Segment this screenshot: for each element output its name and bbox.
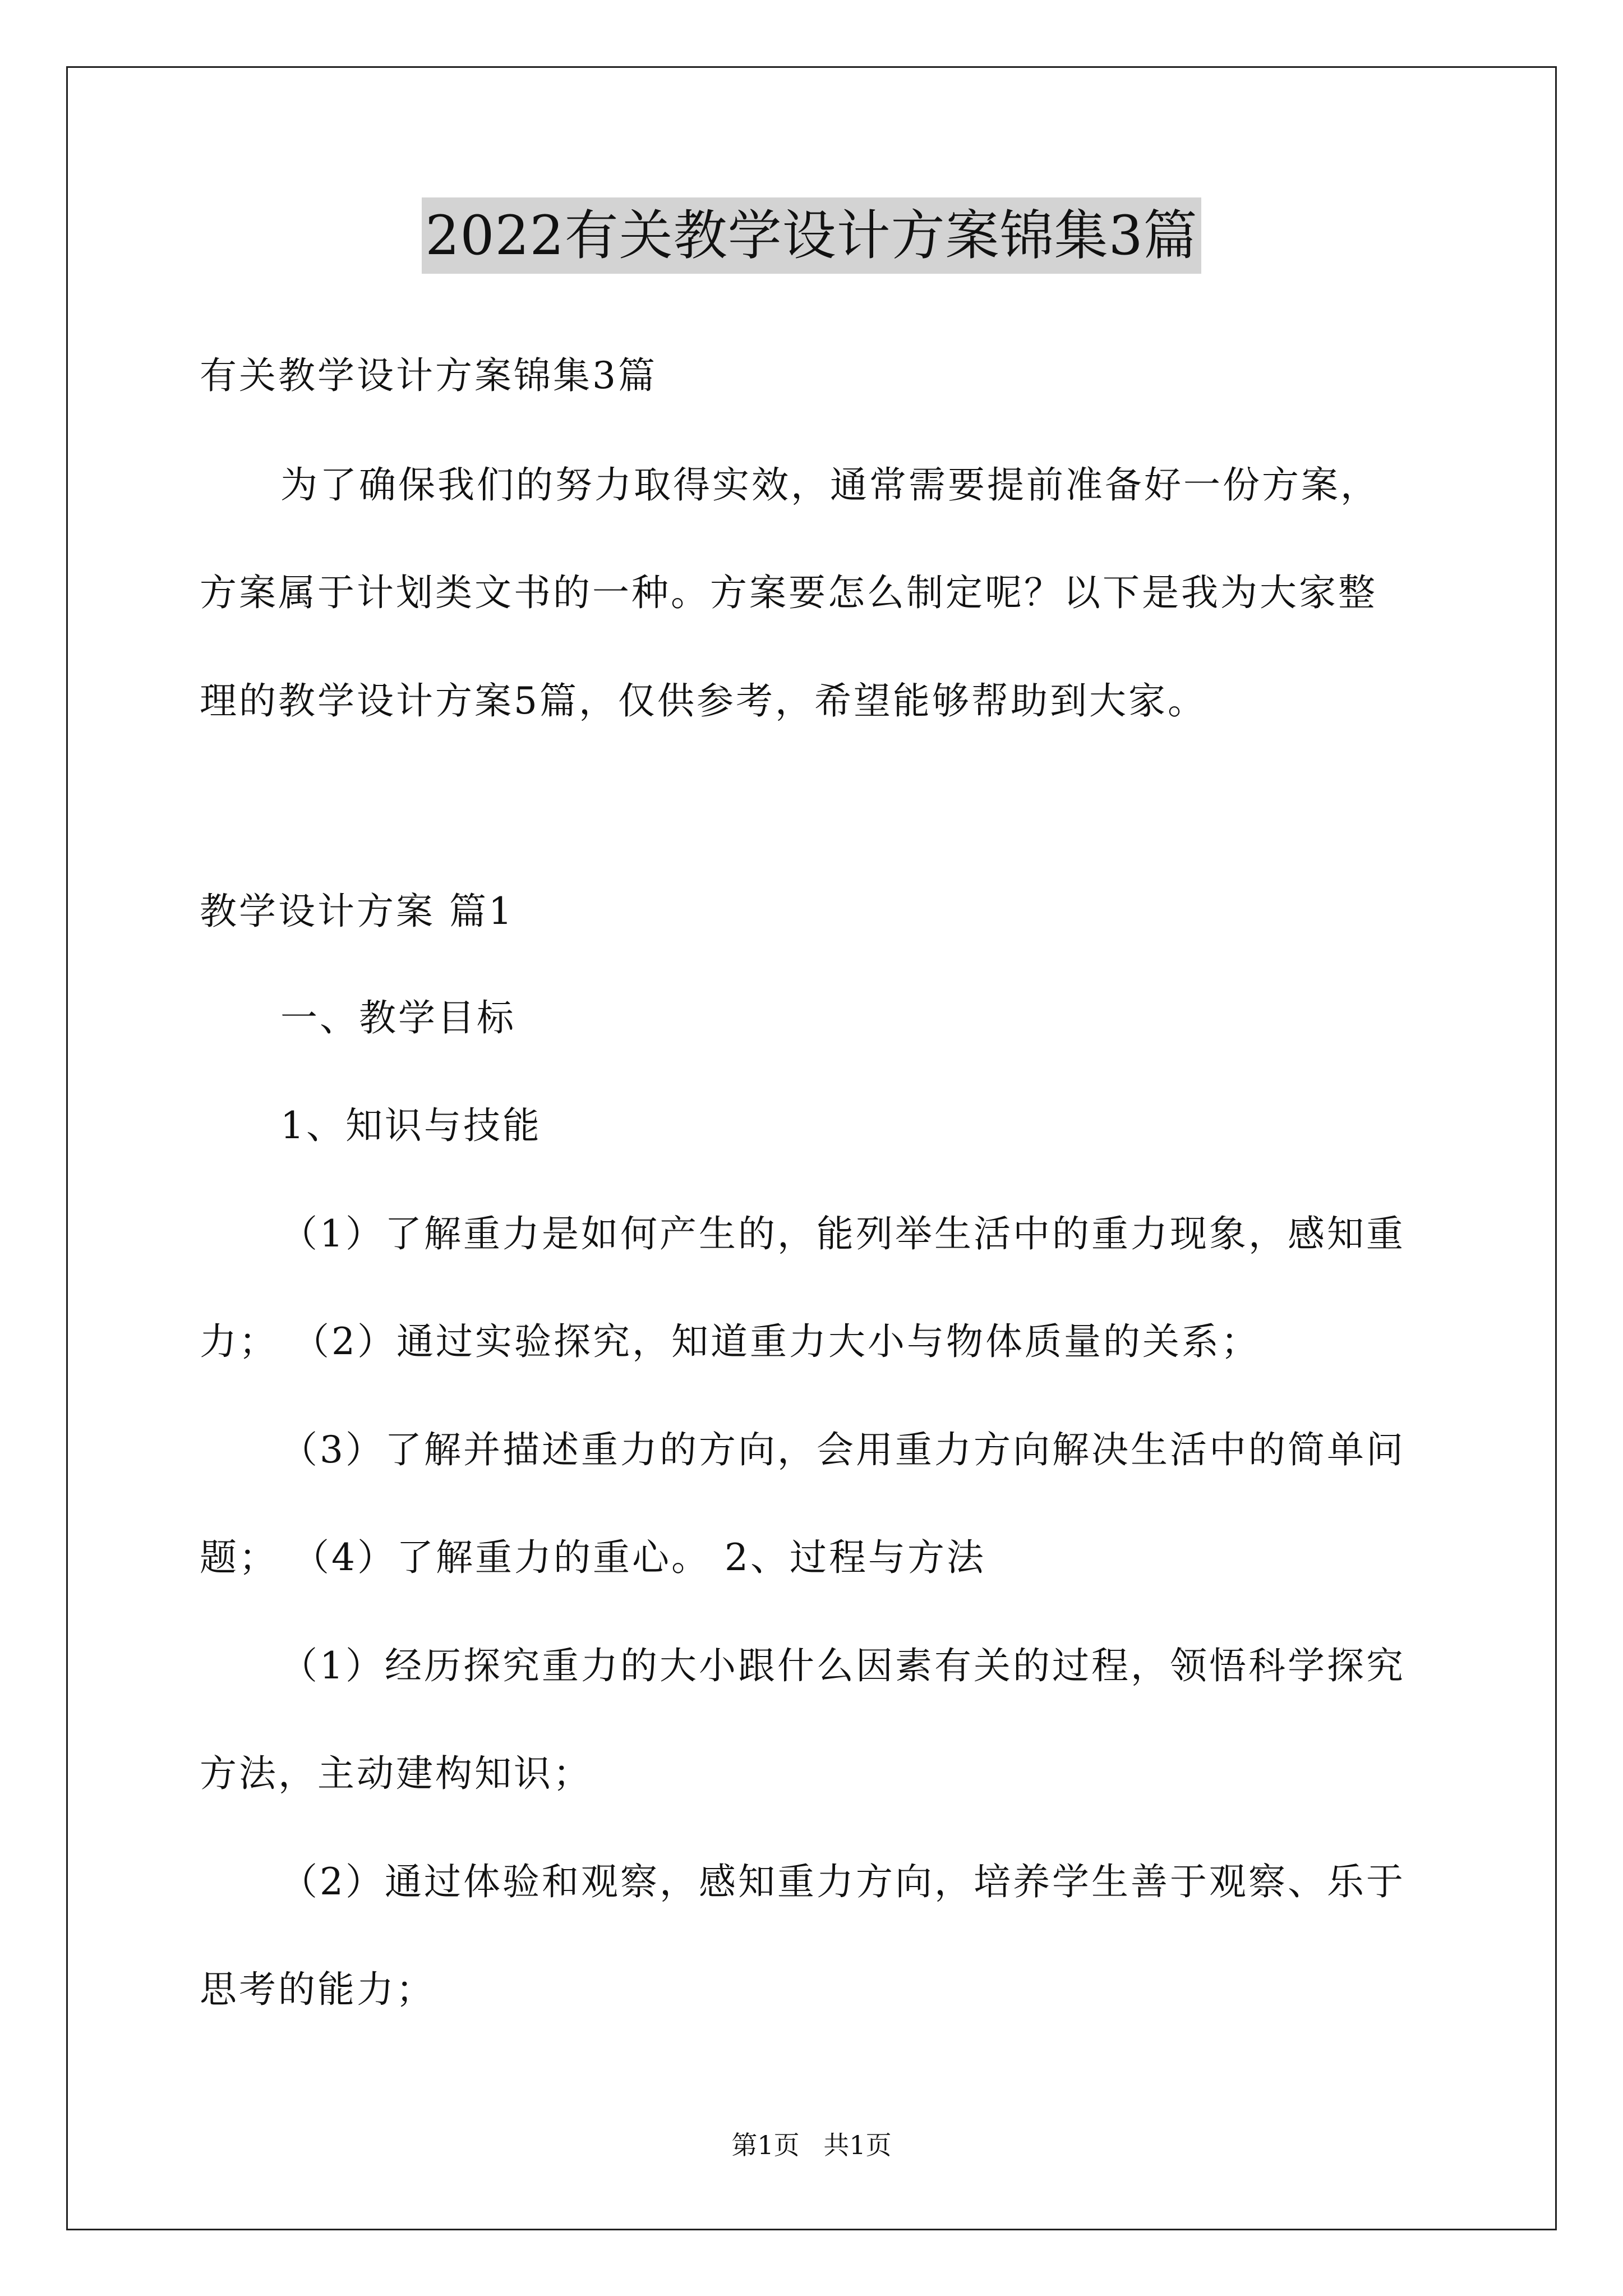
text-line: 1、知识与技能 bbox=[280, 1104, 542, 1147]
text-line: 有关教学设计方案锦集3篇 bbox=[200, 354, 657, 397]
document-title: 2022有关教学设计方案锦集3篇 bbox=[422, 197, 1201, 274]
text-line: 方法，主动建构知识； bbox=[200, 1752, 592, 1795]
text-line: （2）通过体验和观察，感知重力方向，培养学生善于观察、乐于 bbox=[280, 1860, 1405, 1903]
text-line: 方案属于计划类文书的一种。方案要怎么制定呢？以下是我为大家整 bbox=[200, 571, 1377, 614]
text-line: （1）了解重力是如何产生的，能列举生活中的重力现象，感知重 bbox=[280, 1212, 1405, 1255]
title-container bbox=[0, 197, 1623, 274]
text-line: 力； （2）通过实验探究，知道重力大小与物体质量的关系； bbox=[200, 1320, 1260, 1363]
page-footer bbox=[0, 2128, 1623, 2162]
section-heading: 教学设计方案 篇1 bbox=[200, 890, 514, 933]
text-line: 理的教学设计方案5篇，仅供参考，希望能够帮助到大家。 bbox=[200, 679, 1207, 723]
text-line: （1）经历探究重力的大小跟什么因素有关的过程，领悟科学探究 bbox=[280, 1644, 1405, 1687]
page-number: 第1页 bbox=[731, 2130, 800, 2160]
text-line: （3）了解并描述重力的方向，会用重力方向解决生活中的简单问 bbox=[280, 1428, 1405, 1471]
text-line: 一、教学目标 bbox=[280, 996, 516, 1039]
text-line: 题； （4）了解重力的重心。 2、过程与方法 bbox=[200, 1536, 986, 1579]
text-line: 为了确保我们的努力取得实效，通常需要提前准备好一份方案， bbox=[280, 463, 1380, 507]
text-line: 思考的能力； bbox=[200, 1968, 435, 2011]
page-total: 共1页 bbox=[823, 2130, 892, 2160]
